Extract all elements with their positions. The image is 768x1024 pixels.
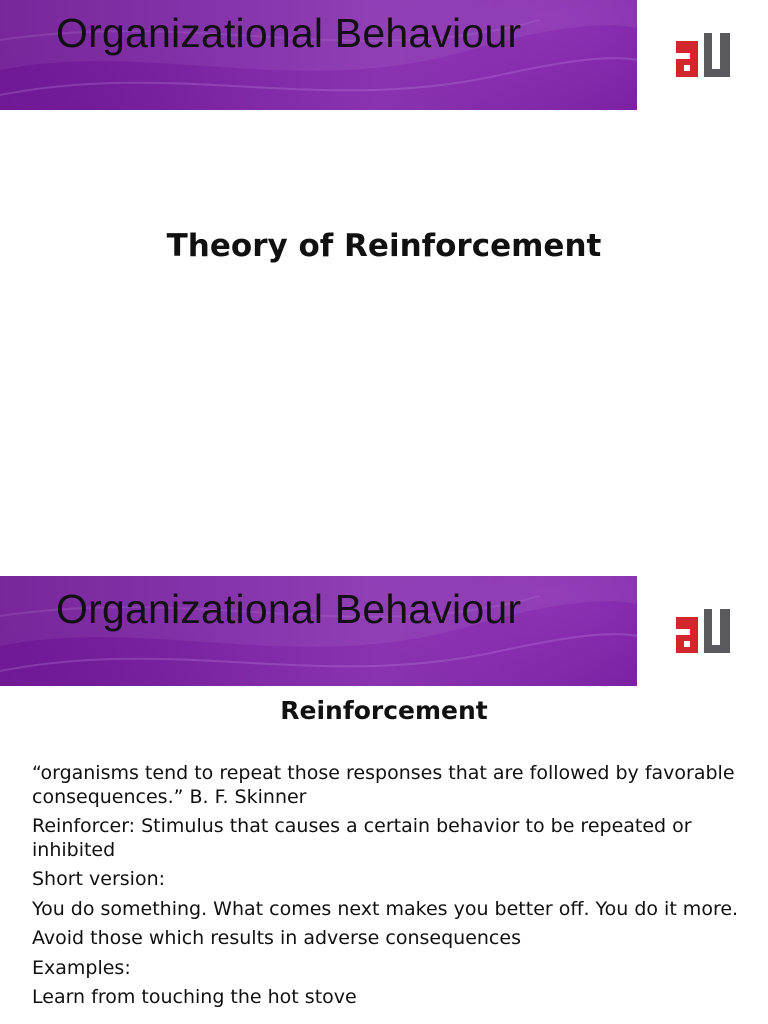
slide-2: [0, 576, 768, 1024]
slide-title: Theory of Reinforcement: [166, 228, 602, 264]
paragraph-reinforcer-definition: Reinforcer: Stimulus that causes a certain behavior to be repeated or inhibited: [32, 815, 692, 861]
paragraph-avoid: Avoid those which results in adverse consequences: [32, 927, 521, 949]
paragraph-short-version: Short version:: [32, 868, 166, 890]
header-banner: [0, 576, 637, 686]
paragraph-hot-stove: Learn from touching the hot stove: [32, 986, 357, 1008]
section-heading: Reinforcement: [280, 696, 488, 725]
paragraph-skinner-quote: “organisms tend to repeat those responses that are followed by favorable consequences.” B. F. Skinner: [32, 762, 735, 808]
header-banner: [0, 0, 637, 110]
paragraph-examples: Examples:: [32, 956, 131, 979]
au-logo-icon: [676, 609, 730, 653]
paragraph-you-do-something: You do something. What comes next makes you better off. You do it more.: [32, 897, 739, 920]
au-logo-icon: [676, 33, 730, 77]
banner-title: Organizational Behaviour: [56, 10, 522, 56]
banner-title: Organizational Behaviour: [56, 586, 522, 632]
body-text: [32, 762, 742, 1016]
